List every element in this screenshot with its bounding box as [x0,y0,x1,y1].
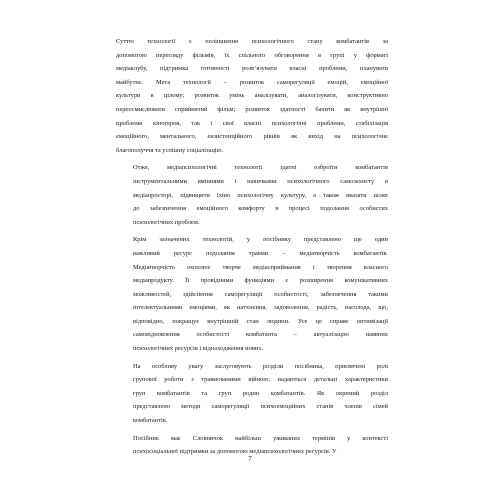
text-line: представлено методи саморегуляції психоемоційних станів членів сімей [133,403,388,411]
text-line: психологічних проблем. [133,218,200,226]
text-line: важливий ресурс подолання травми – медіатворчість комбатантів. [133,249,388,257]
text-line: інтелектуальними емоціями, як натхнення, задоволення, радість, насолода, що, [133,304,388,312]
text-line: Отже, медіапсихологічні технології здатні озброїти комбатантів [133,164,388,172]
paragraph [116,35,388,157]
text-line: благополуччя та успішну соціалізацію. [116,146,224,154]
text-line: Посібник має Словничок найбільш уживаних термінів у контексті [133,434,388,442]
page-number: 7 [248,455,252,463]
text-line: допомогою перегляду фільмів, їх спільного обговорення в групі у форматі [116,51,388,59]
text-line: проблеми кіногероя, так і свої власні психологічні проблеми, стабілізація [116,119,388,127]
paragraph [116,161,388,229]
text-line: груп комбатантів та груп родин комбатантів. Як окремий розділ [133,389,388,397]
paragraph [116,360,388,428]
text-line: Медіатворчість охоплює творче медіасприймання і творення власного [133,263,388,271]
text-line: На особливу увагу заслуговують розділи посібника, присвячені ролі [133,362,388,370]
text-line: емоційного, ментального, екзистенційного рівнів як вихід на психологічне [116,133,388,141]
text-line: Крім зазначених технологій, у посібнику представлено ще один [133,236,388,244]
text-line: майбутнє. Мета технології – розвиток саморегуляції емоцій, емоційної [116,78,388,86]
text-line: психосоціальної підтримки за допомогою медіапсихологічних ресурсів. У [133,448,337,456]
text-line: до забезпечення емоційного комфорту в процесі подолання особистих [133,205,388,213]
text-line: самовідновлення особистості комбатанта – актуалізацію наявних [133,331,388,339]
text-line: інструментальними вміннями і навичками психологічного самозахисту в [133,177,388,185]
text-line: групової роботи з травмованими війною; надаються детальні характеристики [133,376,388,384]
text-line: комбатантів. [133,417,168,425]
text-line: переосмислювати сприйнятий фільм; розвиток здатності бачити як внутрішні [116,105,388,113]
text-line: психологічних ресурсів і віднаходження нових. [133,345,264,353]
text-line: відповідно, покращує внутрішній стан людини. Усе це сприяє оптимізації [133,317,388,325]
text-line: культури в цілому; розвиток умінь аналізувати, аналогізувати, конструктивно [116,92,388,100]
text-line: Суттю технології є поліпшення психологічного стану комбатантів за [116,38,388,45]
body-text [116,35,388,459]
text-line: медіаклубу, підтримка готовності розв’язувати власні проблеми, планувати [116,65,388,73]
text-line: медіапродукту. Її провідними функціями є розширення комунікативних [133,277,388,285]
text-line: можливостей, здійснення саморегуляції особистості, забезпечення такими [133,290,388,298]
text-line: медіапросторі, підвищити їхню психологічну культуру, а також вказати шлях [133,191,388,199]
paragraph [116,233,388,355]
